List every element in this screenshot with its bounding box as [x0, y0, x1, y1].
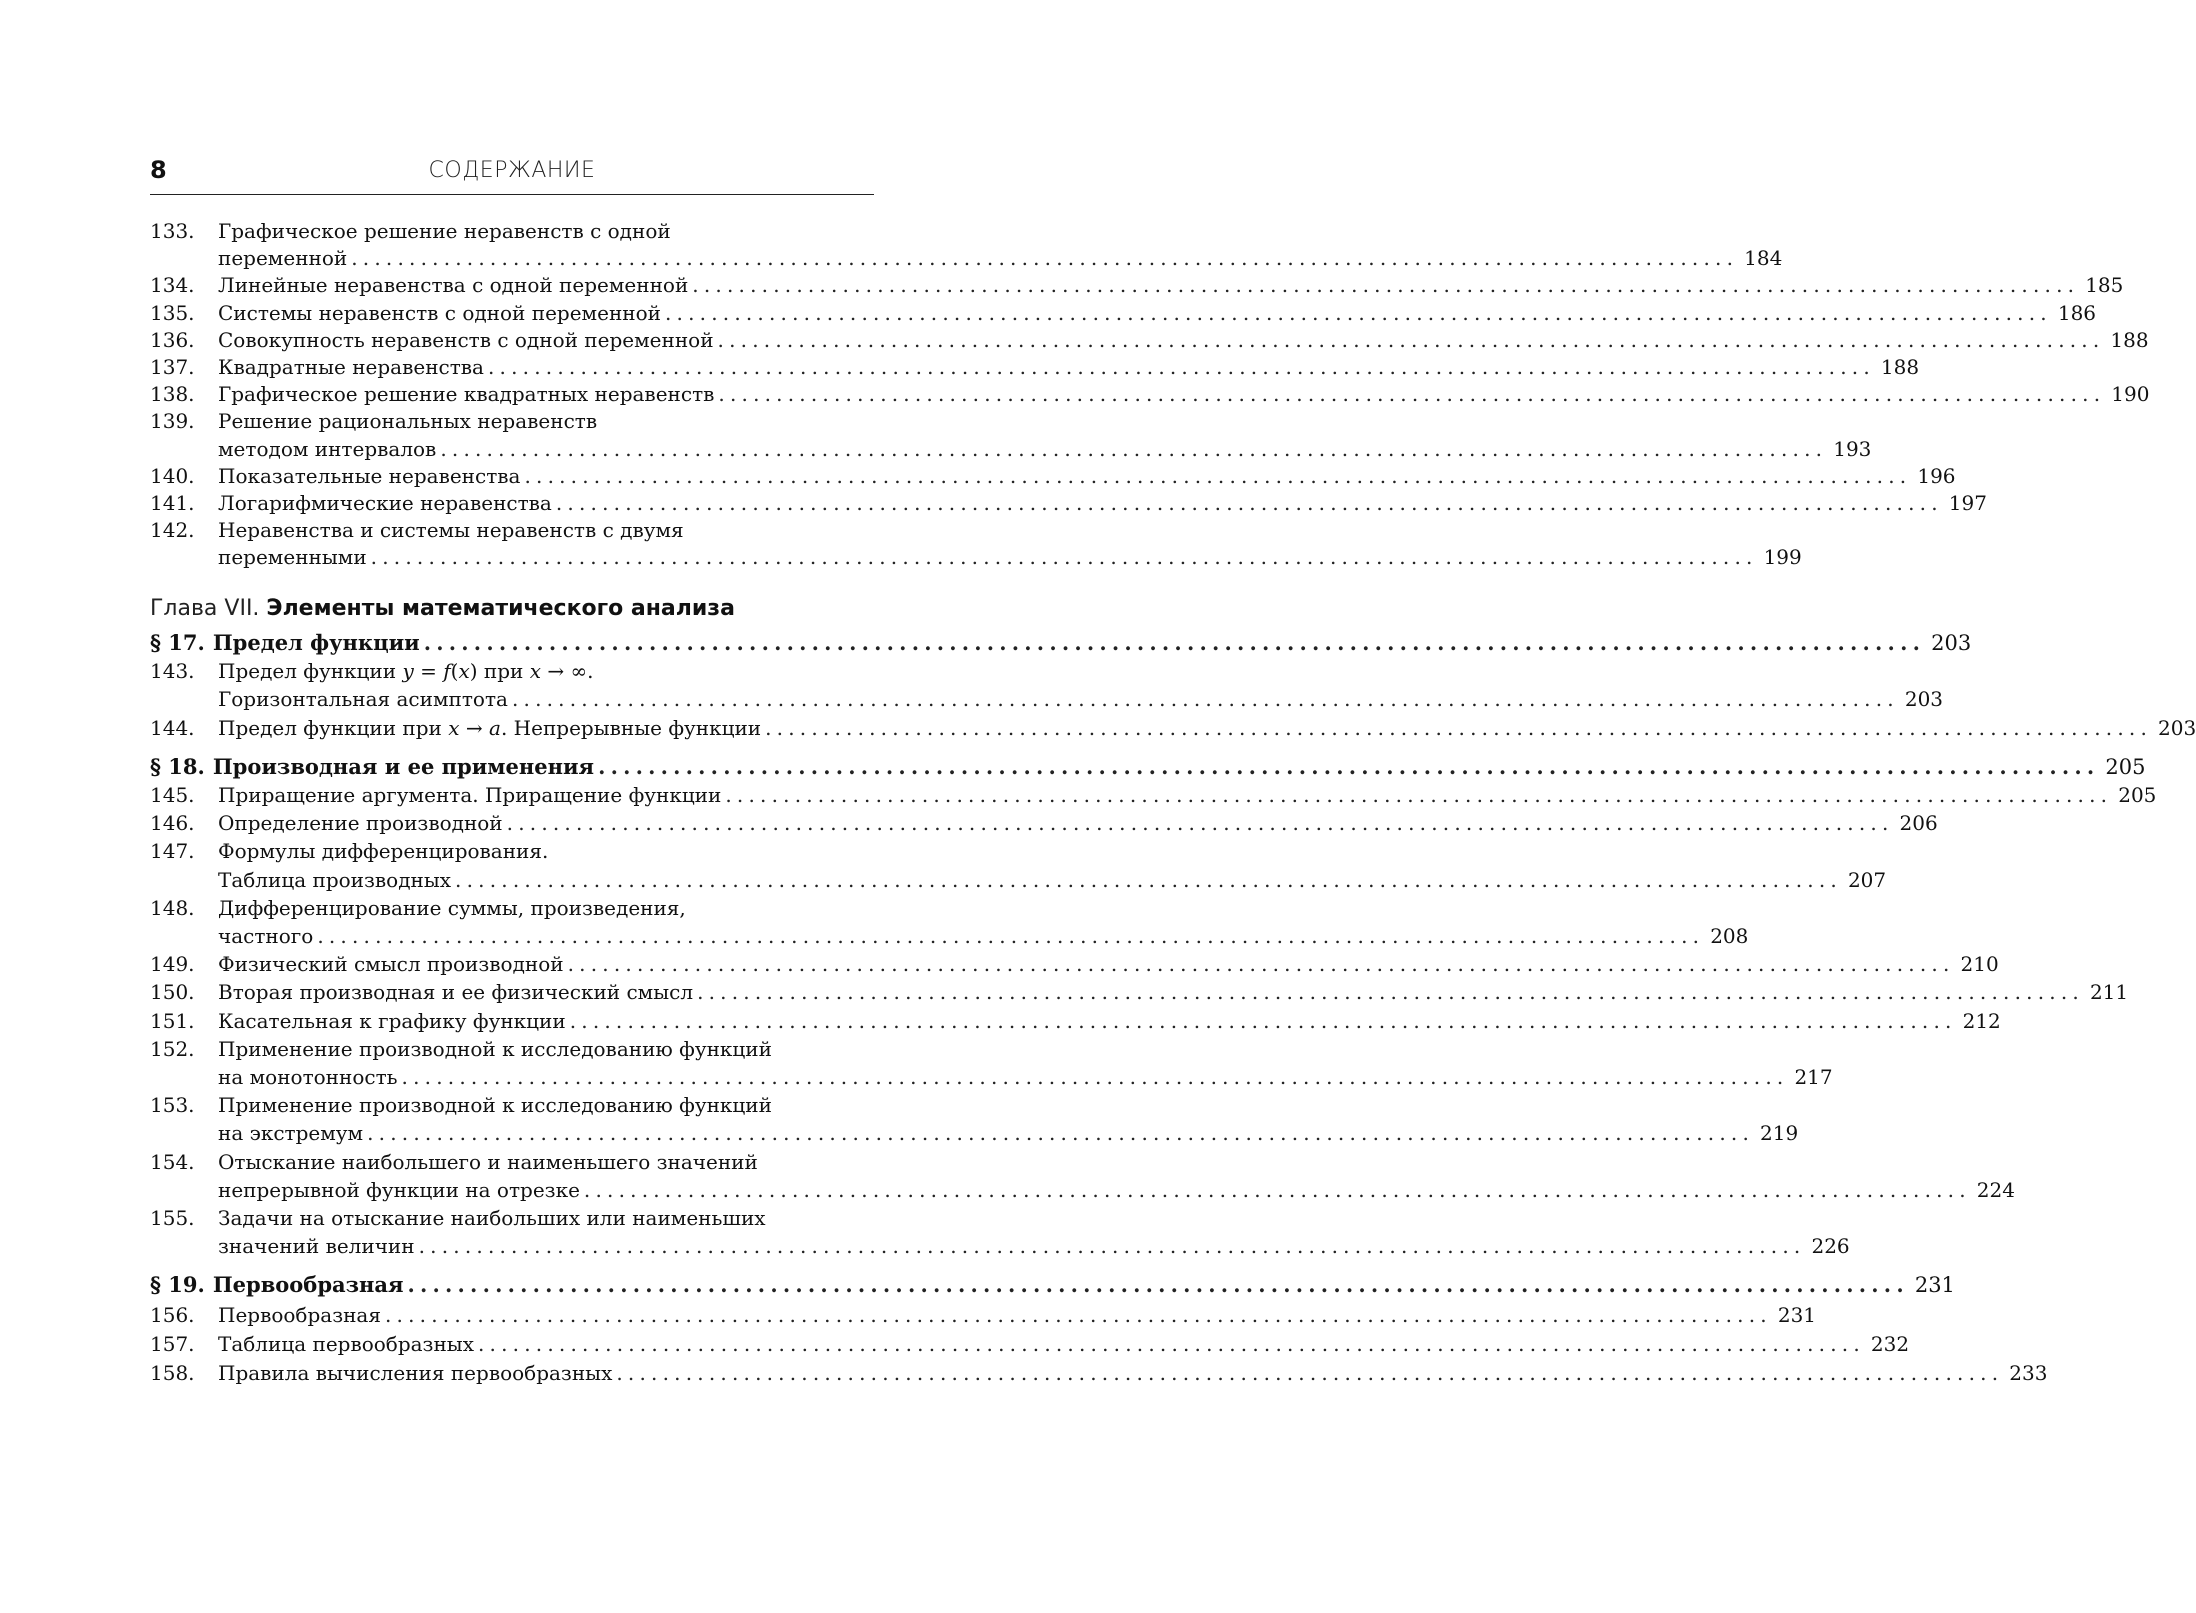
math-variable: x: [448, 715, 460, 740]
entry-title: на экстремум: [218, 1121, 364, 1146]
dot-leader: ........................................................................................................................: [506, 811, 1894, 836]
toc-entry[interactable]: [150, 272, 2124, 299]
toc-line: [150, 327, 2149, 354]
toc-line: [150, 544, 1802, 571]
toc-entry[interactable]: [150, 354, 1920, 381]
sections: [150, 629, 2196, 1389]
section-number: § 17.: [150, 629, 205, 655]
entry-page-number: 211: [2089, 980, 2129, 1005]
entry-title: [218, 657, 594, 685]
entry-title: Задачи на отыскание наибольших или наименьших: [218, 1206, 766, 1231]
toc-line: [150, 1330, 1910, 1359]
entry-page-number: 184: [1744, 246, 1783, 271]
entry-page-number: 233: [2009, 1361, 2048, 1386]
entry-number: 148.: [150, 895, 195, 920]
toc-section: [150, 753, 2157, 1261]
toc-section: [150, 629, 2196, 742]
chapter-heading: [150, 589, 874, 629]
toc-entry[interactable]: [150, 1359, 2048, 1388]
entry-number: 141.: [150, 491, 195, 516]
toc-line: [150, 781, 2157, 809]
toc-line: [150, 1148, 874, 1176]
toc-entry[interactable]: [150, 1301, 1817, 1330]
dot-leader: ........................................................................................................................: [567, 952, 1955, 977]
section-heading[interactable]: [150, 1270, 1955, 1300]
math-variable: a: [489, 715, 501, 740]
section-page-number: 231: [1914, 1273, 1955, 1298]
dot-leader: ........................................................................................................................: [511, 687, 1899, 712]
entry-title: Определение производной: [218, 811, 503, 836]
toc-line: [150, 978, 2129, 1006]
entry-title: на монотонность: [218, 1065, 398, 1090]
text-segment: =: [413, 658, 444, 683]
entry-page-number: 203: [2158, 715, 2196, 740]
entry-page-number: 188: [1880, 355, 1920, 380]
dot-leader: ........................................................................................................................: [725, 783, 2113, 808]
dot-leader: ........................................................................................................................: [524, 463, 1912, 488]
entry-number: 152.: [150, 1036, 195, 1061]
section-title: Производная и ее применения: [212, 753, 595, 779]
entry-title: значений величин: [218, 1234, 415, 1259]
math-variable: x: [529, 658, 541, 683]
math-variable: f: [443, 658, 451, 683]
toc-line: [150, 866, 1887, 894]
toc-line: [150, 1063, 1833, 1091]
entry-title: Применение производной к исследованию функций: [218, 1036, 772, 1061]
entry-page-number: 210: [1960, 952, 1999, 977]
entry-title: методом интервалов: [218, 436, 437, 461]
entry-title: Графическое решение квадратных неравенств: [218, 382, 715, 407]
toc-section: [150, 1270, 2048, 1388]
entry-number: 143.: [150, 658, 195, 683]
dot-leader: ........................................................................................................................: [367, 1121, 1754, 1146]
entry-title: Приращение аргумента. Приращение функции: [218, 783, 722, 808]
toc-entry[interactable]: [150, 1148, 2015, 1204]
entry-title: Физический смысл производной: [218, 952, 564, 977]
dot-leader: ........................................................................................................................: [407, 1272, 1909, 1298]
entry-number: 153.: [150, 1093, 195, 1118]
entry-title: непрерывной функции на отрезке: [218, 1177, 580, 1202]
section-title: Первообразная: [212, 1272, 404, 1298]
text-segment: Предел функции: [218, 658, 403, 683]
entry-number: 156.: [150, 1302, 195, 1327]
toc-line: [150, 218, 874, 245]
entry-title: Системы неравенств с одной переменной: [218, 300, 661, 325]
entry-number: 151.: [150, 1008, 195, 1033]
toc-entry[interactable]: [150, 837, 1887, 893]
entry-page-number: 212: [1962, 1008, 2001, 1033]
dot-leader: ........................................................................................................................: [583, 1177, 1971, 1202]
entry-title: Квадратные неравенства: [218, 355, 484, 380]
dot-leader: ........................................................................................................................: [616, 1361, 2004, 1386]
section-page-number: 203: [1931, 630, 1972, 655]
dot-leader: ........................................................................................................................: [555, 491, 1943, 516]
entry-title: Неравенства и системы неравенств с двумя: [218, 518, 684, 543]
entry-page-number: 217: [1794, 1065, 1833, 1090]
entry-title: частного: [218, 924, 314, 949]
entry-number: 134.: [150, 273, 195, 298]
toc-entry[interactable]: [150, 1330, 1910, 1359]
entry-number: 144.: [150, 715, 195, 740]
toc-line: [150, 1301, 1817, 1330]
entry-number: 155.: [150, 1206, 195, 1231]
toc-line: [150, 922, 1749, 950]
toc-entry[interactable]: [150, 1204, 1850, 1260]
running-title: СОДЕРЖАНИЕ: [428, 158, 596, 183]
toc-entry[interactable]: [150, 408, 1872, 462]
toc-entry[interactable]: [150, 1091, 1799, 1147]
entry-page-number: 208: [1710, 924, 1749, 949]
entry-page-number: 199: [1763, 545, 1802, 570]
entry-number: 136.: [150, 327, 195, 352]
toc-line: [150, 837, 874, 865]
toc-entry[interactable]: [150, 809, 1938, 837]
entry-page-number: 188: [2110, 327, 2149, 352]
toc-line: [150, 894, 874, 922]
section-line: [150, 1270, 1955, 1300]
dot-leader: ........................................................................................................................: [384, 1302, 1772, 1327]
toc-line: [150, 714, 2196, 742]
toc-line: [150, 1119, 1799, 1147]
toc-entry[interactable]: [150, 950, 1999, 978]
entry-page-number: 203: [1904, 687, 1944, 712]
toc-entry[interactable]: [150, 490, 1987, 517]
toc-entry[interactable]: [150, 381, 2150, 408]
toc-entry[interactable]: [150, 781, 2157, 809]
toc-entry[interactable]: [150, 327, 2149, 354]
entry-page-number: 231: [1777, 1302, 1817, 1327]
entry-title: Правила вычисления первообразных: [218, 1361, 613, 1386]
dot-leader: ........................................................................................................................: [317, 924, 1705, 949]
entry-number: 149.: [150, 952, 195, 977]
entry-page-number: 232: [1870, 1332, 1910, 1357]
dot-leader: ........................................................................................................................: [418, 1234, 1806, 1259]
dot-leader: ........................................................................................................................: [401, 1065, 1789, 1090]
section-line: [150, 629, 1972, 657]
dot-leader: ........................................................................................................................: [351, 246, 1739, 271]
entry-title: Графическое решение неравенств с одной: [218, 219, 671, 243]
entry-page-number: 219: [1760, 1121, 1799, 1146]
toc-line: [150, 463, 1956, 490]
section-page-number: 205: [2105, 754, 2146, 779]
toc-line: [150, 1007, 2001, 1035]
entry-number: 146.: [150, 811, 195, 836]
dot-leader: ........................................................................................................................: [598, 753, 2100, 779]
entry-number: 140.: [150, 463, 195, 488]
toc-line: [150, 300, 2097, 327]
entry-number: 142.: [150, 518, 195, 543]
dot-leader: ........................................................................................................................: [423, 629, 1926, 655]
chapter-title: Элементы математического анализа: [266, 595, 735, 621]
entry-title: [218, 714, 761, 742]
entry-title: Применение производной к исследованию функций: [218, 1093, 772, 1118]
entry-title: Совокупность неравенств с одной переменной: [218, 327, 714, 352]
math-variable: y: [402, 658, 414, 683]
entry-title: Таблица производных: [218, 867, 452, 892]
toc-entry[interactable]: [150, 714, 2196, 742]
entry-title: Касательная к графику функции: [218, 1008, 566, 1033]
toc-line: [150, 517, 874, 544]
section-heading[interactable]: [150, 629, 1972, 657]
dot-leader: ........................................................................................................................: [664, 300, 2052, 325]
toc-line: [150, 657, 874, 685]
dot-leader: ........................................................................................................................: [718, 382, 2106, 407]
entry-page-number: 196: [1917, 463, 1956, 488]
entry-title: Решение рациональных неравенств: [218, 409, 598, 434]
entry-page-number: 186: [2057, 300, 2097, 325]
entry-number: 147.: [150, 839, 195, 864]
toc-entry[interactable]: [150, 517, 1802, 571]
toc-line: [150, 1035, 874, 1063]
entry-title: Отыскание наибольшего и наименьшего значений: [218, 1149, 758, 1174]
dot-leader: ........................................................................................................................: [692, 273, 2080, 298]
toc-entry[interactable]: [150, 1007, 2001, 1035]
entry-number: 145.: [150, 783, 195, 808]
dot-leader: ........................................................................................................................: [765, 715, 2152, 740]
entry-number: 138.: [150, 382, 195, 407]
entry-number: 158.: [150, 1361, 195, 1386]
table-of-contents: [150, 218, 2196, 1389]
toc-line: [150, 1232, 1850, 1260]
entry-page-number: 226: [1811, 1234, 1850, 1259]
math-variable: x: [458, 658, 470, 683]
toc-line: [150, 1359, 2048, 1388]
entry-number: 139.: [150, 409, 195, 434]
toc-line: [150, 408, 874, 435]
entry-title: переменной: [218, 246, 348, 271]
toc-line: [150, 685, 1944, 713]
toc-entry[interactable]: [150, 978, 2129, 1006]
entry-title: Показательные неравенства: [218, 463, 521, 488]
section-number: § 18.: [150, 753, 205, 779]
toc-line: [150, 1091, 874, 1119]
text-segment: . Непрерывные функции: [500, 715, 762, 740]
dot-leader: ........................................................................................................................: [697, 980, 2084, 1005]
toc-line: [150, 950, 1999, 978]
entry-page-number: 193: [1833, 436, 1872, 461]
dot-leader: ........................................................................................................................: [569, 1008, 1957, 1033]
entry-number: 137.: [150, 355, 195, 380]
text-segment: ) при: [469, 658, 530, 683]
entry-number: 133.: [150, 219, 195, 243]
toc-entry[interactable]: [150, 218, 1783, 272]
toc-entry[interactable]: [150, 300, 2097, 327]
toc-entry[interactable]: [150, 463, 1956, 490]
entry-page-number: 207: [1847, 867, 1887, 892]
toc-line: [150, 490, 1987, 517]
entry-number: 150.: [150, 980, 195, 1005]
entry-page-number: 206: [1899, 811, 1938, 836]
dot-leader: ........................................................................................................................: [487, 355, 1875, 380]
chapter-label: Глава VII.: [150, 595, 260, 621]
entry-title: Линейные неравенства с одной переменной: [218, 273, 689, 298]
section-title: Предел функции: [212, 629, 420, 655]
dot-leader: ........................................................................................................................: [440, 436, 1828, 461]
dot-leader: ........................................................................................................................: [370, 545, 1758, 570]
page-number: 8: [150, 156, 167, 184]
entry-title: Логарифмические неравенства: [218, 491, 552, 516]
text-segment: →: [459, 715, 490, 740]
entry-title: Горизонтальная асимптота: [218, 687, 508, 712]
entry-page-number: 197: [1948, 491, 1987, 516]
toc-entry[interactable]: [150, 1035, 1833, 1091]
entry-title: переменными: [218, 545, 367, 570]
section-number: § 19.: [150, 1272, 205, 1298]
page-header: [150, 150, 874, 195]
entry-page-number: 224: [1976, 1177, 2015, 1202]
toc-line: [150, 245, 1783, 272]
toc-line: [150, 1204, 874, 1232]
entry-number: 157.: [150, 1332, 195, 1357]
entry-page-number: 205: [2118, 783, 2157, 808]
toc-entry[interactable]: [150, 894, 1749, 950]
dot-leader: ........................................................................................................................: [717, 327, 2105, 352]
entry-title: Дифференцирование суммы, произведения,: [218, 895, 686, 920]
toc-line: [150, 436, 1872, 463]
section-line: [150, 753, 2146, 781]
entry-number: 135.: [150, 300, 195, 325]
section-heading[interactable]: [150, 753, 2146, 781]
toc-line: [150, 809, 1938, 837]
toc-line: [150, 354, 1920, 381]
text-segment: Предел функции при: [218, 715, 449, 740]
entry-title: Вторая производная и ее физический смысл: [218, 980, 694, 1005]
toc-line: [150, 381, 2150, 408]
entry-title: Формулы дифференцирования.: [218, 839, 549, 864]
toc-entry[interactable]: [150, 657, 1944, 714]
toc-group-inequalities: [150, 218, 2150, 572]
text-segment: → ∞.: [541, 658, 594, 683]
toc-line: [150, 272, 2124, 299]
entry-title: Первообразная: [218, 1302, 381, 1327]
toc-line: [150, 1176, 2015, 1204]
dot-leader: ........................................................................................................................: [455, 867, 1842, 892]
entry-title: Таблица первообразных: [218, 1332, 474, 1357]
entry-number: 154.: [150, 1149, 195, 1174]
entry-page-number: 185: [2085, 273, 2124, 298]
entry-page-number: 190: [2111, 382, 2150, 407]
dot-leader: ........................................................................................................................: [478, 1332, 1865, 1357]
text-segment: (: [450, 658, 459, 683]
